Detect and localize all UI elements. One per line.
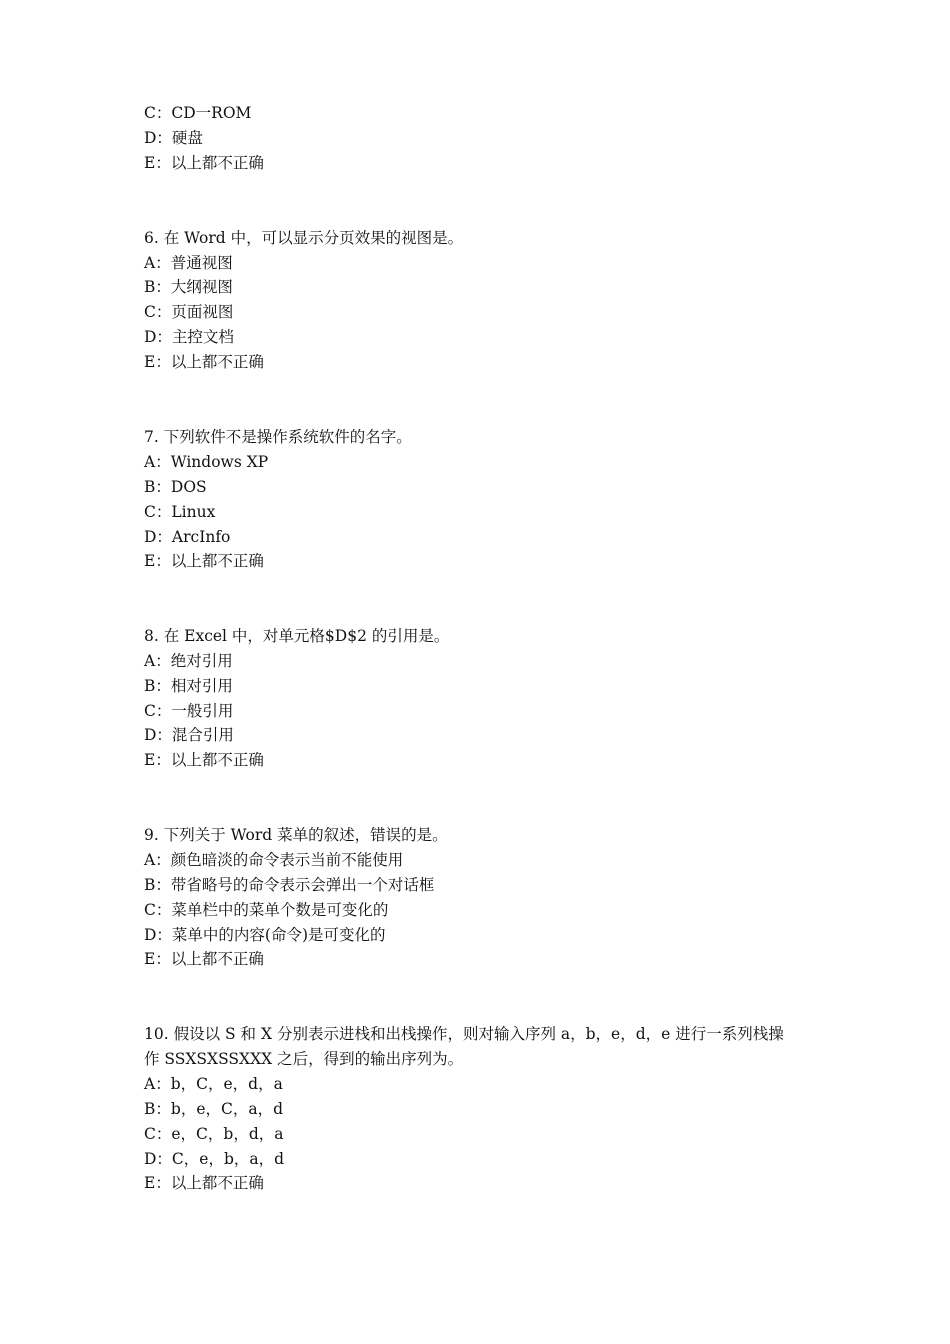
q10-option-c: C：e，C，b，d，a bbox=[144, 1125, 284, 1143]
q7-option-d: D：ArcInfo bbox=[144, 528, 231, 546]
q9-question: 9. 下列关于 Word 菜单的叙述，错误的是。 bbox=[144, 826, 448, 844]
q5-option-e: E：以上都不正确 bbox=[144, 154, 264, 172]
q9-option-b: B：带省略号的命令表示会弹出一个对话框 bbox=[144, 876, 435, 894]
q10-option-e: E：以上都不正确 bbox=[144, 1174, 264, 1192]
q9-option-a: A：颜色暗淡的命令表示当前不能使用 bbox=[144, 851, 404, 869]
q7-option-b: B：DOS bbox=[144, 478, 207, 496]
q8-option-e: E：以上都不正确 bbox=[144, 751, 264, 769]
q8-option-d: D：混合引用 bbox=[144, 726, 234, 744]
q10-option-a: A：b，C，e，d，a bbox=[144, 1075, 283, 1093]
q10-question-line2: 作 SSXSXSSXXX 之后，得到的输出序列为。 bbox=[144, 1050, 464, 1068]
q8-option-c: C：一般引用 bbox=[144, 702, 234, 720]
q6-option-d: D：主控文档 bbox=[144, 328, 234, 346]
q6-option-e: E：以上都不正确 bbox=[144, 353, 264, 371]
q10-question-line1: 10. 假设以 S 和 X 分别表示进栈和出栈操作，则对输入序列 a，b，e，d，e 进行一系列栈操 bbox=[144, 1025, 784, 1043]
q7-option-a: A：Windows XP bbox=[144, 453, 269, 471]
q6-option-b: B：大纲视图 bbox=[144, 278, 233, 296]
q9-option-e: E：以上都不正确 bbox=[144, 950, 264, 968]
q5-option-d: D：硬盘 bbox=[144, 129, 203, 147]
q10-option-b: B：b，e，C，a，d bbox=[144, 1100, 284, 1118]
q9-option-d: D：菜单中的内容(命令)是可变化的 bbox=[144, 926, 386, 944]
q6-option-a: A：普通视图 bbox=[144, 254, 233, 272]
q10-option-d: D：C，e，b，a，d bbox=[144, 1150, 285, 1168]
q5-option-c: C：CD一ROM bbox=[144, 104, 252, 122]
q9-option-c: C：菜单栏中的菜单个数是可变化的 bbox=[144, 901, 389, 919]
q8-option-b: B：相对引用 bbox=[144, 677, 233, 695]
q7-option-c: C：Linux bbox=[144, 503, 216, 521]
q8-option-a: A：绝对引用 bbox=[144, 652, 233, 670]
q6-question: 6. 在 Word 中，可以显示分页效果的视图是。 bbox=[144, 229, 464, 247]
q6-option-c: C：页面视图 bbox=[144, 303, 234, 321]
q7-option-e: E：以上都不正确 bbox=[144, 552, 264, 570]
q7-question: 7. 下列软件不是操作系统软件的名字。 bbox=[144, 428, 412, 446]
q8-question: 8. 在 Excel 中，对单元格$D$2 的引用是。 bbox=[144, 627, 450, 645]
